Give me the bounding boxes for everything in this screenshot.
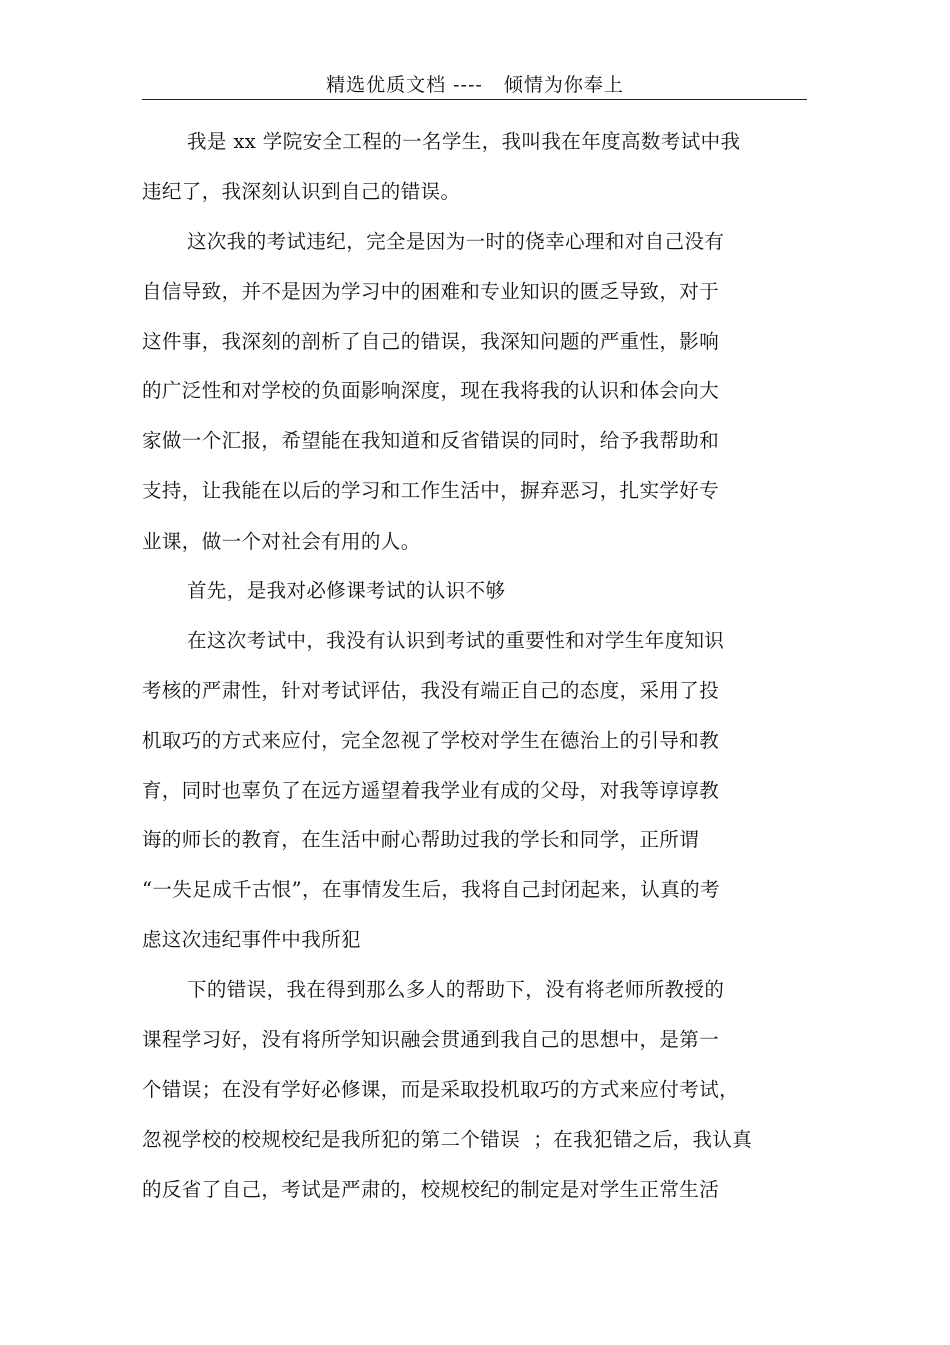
text-line: 忽视学校的校规校纪是我所犯的第二个错误 ；在我犯错之后，我认真 <box>142 1128 753 1151</box>
text-line: 自信导致，并不是因为学习中的困难和专业知识的匮乏导致，对于 <box>142 280 720 303</box>
text-line: 业课，做一个对社会有用的人。 <box>142 530 421 553</box>
text-line: 家做一个汇报，希望能在我知道和反省错误的同时，给予我帮助和 <box>142 429 720 452</box>
text-line: 支持，让我能在以后的学习和工作生活中，摒弃恶习，扎实学好专 <box>142 479 720 502</box>
text-line: 诲的师长的教育，在生活中耐心帮助过我的学长和同学，正所谓 <box>142 828 700 851</box>
text-line: 这次我的考试违纪，完全是因为一时的侥幸心理和对自己没有 <box>187 230 725 253</box>
text-line: 违纪了，我深刻认识到自己的错误。 <box>142 180 461 203</box>
text-line: 的反省了自己，考试是严肃的，校规校纪的制定是对学生正常生活 <box>142 1178 720 1201</box>
text-line: 考核的严肃性，针对考试评估，我没有端正自己的态度，采用了投 <box>142 679 720 702</box>
text-line: 个错误；在没有学好必修课，而是采取投机取巧的方式来应付考试， <box>142 1078 740 1101</box>
header-divider <box>142 99 807 100</box>
text-line: 这件事，我深刻的剖析了自己的错误，我深知问题的严重性，影响 <box>142 330 720 353</box>
text-line: 首先，是我对必修课考试的认识不够 <box>187 579 506 602</box>
text-line: 下的错误，我在得到那么多人的帮助下，没有将老师所教授的 <box>187 978 725 1001</box>
header-title: 精选优质文档 ---- 倾情为你奉上 <box>326 74 624 96</box>
text-line: 虑这次违纪事件中我所犯 <box>142 928 361 951</box>
text-line: 在这次考试中，我没有认识到考试的重要性和对学生年度知识 <box>187 629 725 652</box>
text-line: 机取巧的方式来应付，完全忽视了学校对学生在德治上的引导和教 <box>142 729 720 752</box>
text-line: “一失足成千古恨”，在事情发生后，我将自己封闭起来，认真的考 <box>142 878 720 901</box>
text-line: 的广泛性和对学校的负面影响深度，现在我将我的认识和体会向大 <box>142 379 720 402</box>
text-line: 课程学习好，没有将所学知识融会贯通到我自己的思想中，是第一 <box>142 1028 720 1051</box>
text-line: 育，同时也辜负了在远方遥望着我学业有成的父母，对我等谆谆教 <box>142 779 720 802</box>
text-line: 我是 xx 学院安全工程的一名学生，我叫我在年度高数考试中我 <box>187 130 741 153</box>
